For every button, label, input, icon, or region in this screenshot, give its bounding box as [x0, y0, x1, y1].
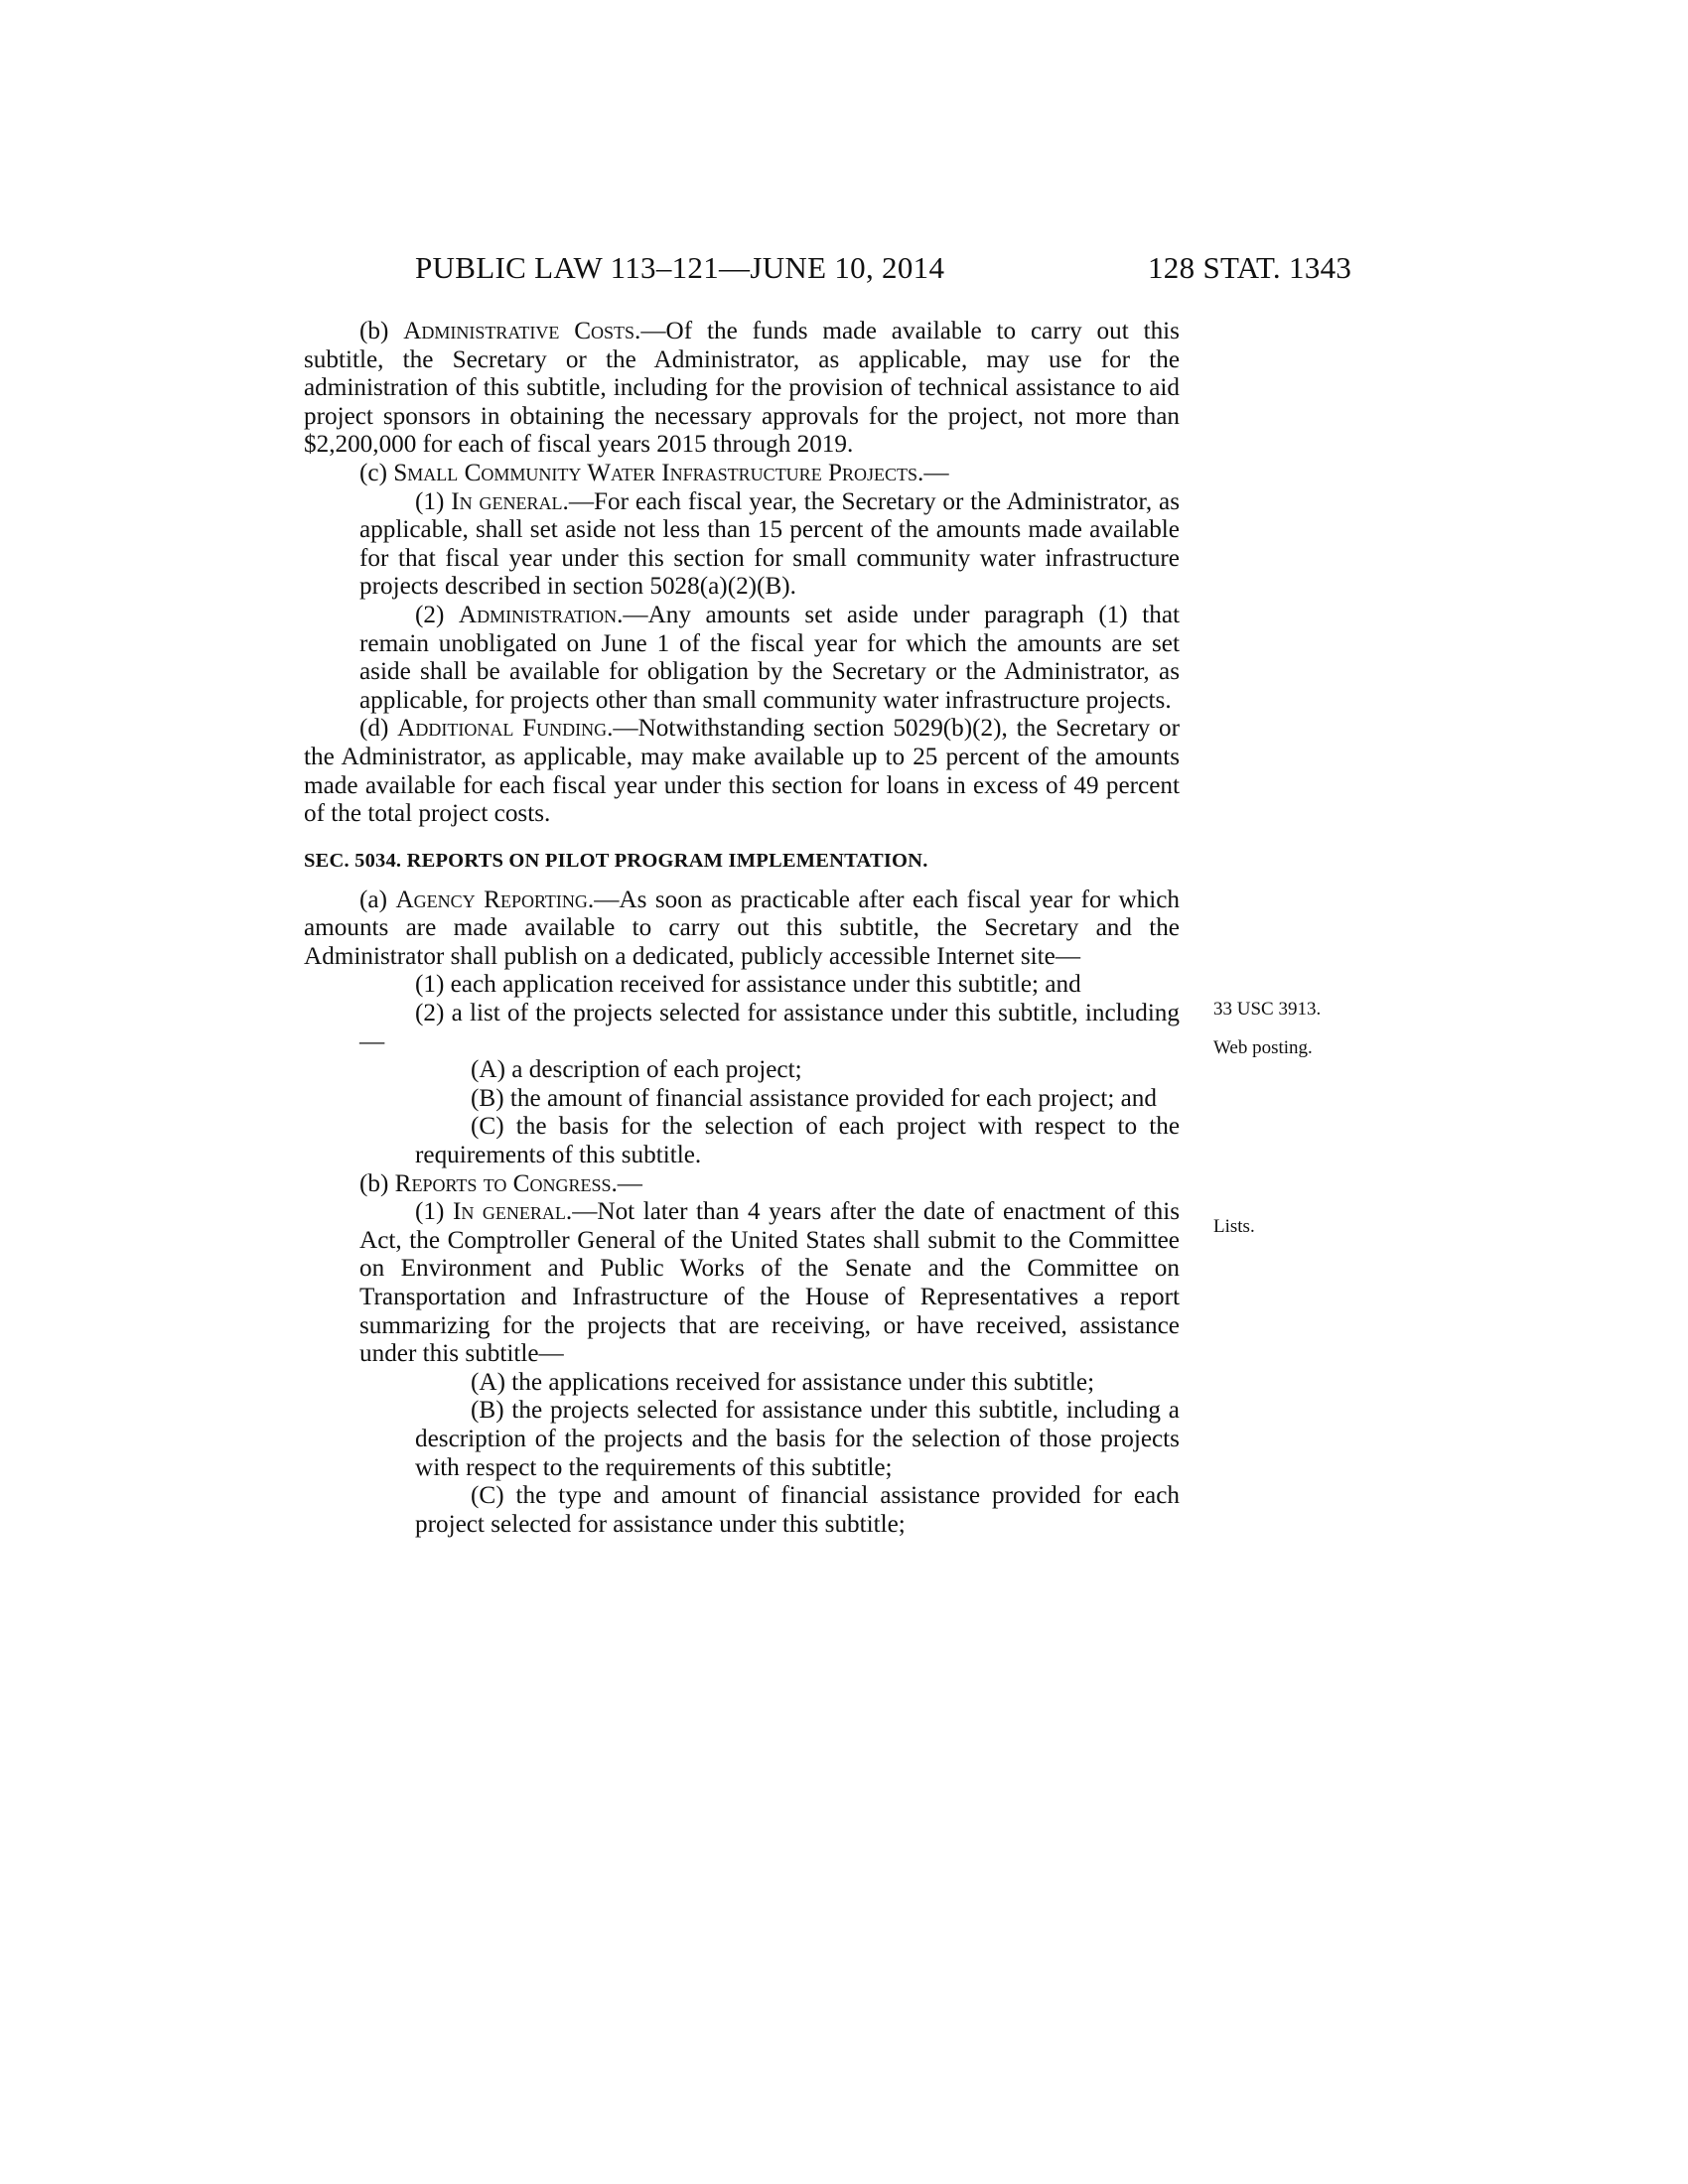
subsection-b-reports-to-congress: [304, 1170, 1180, 1199]
subsection-text: —: [923, 459, 949, 486]
subsection-heading: Reports to Congress.: [394, 1169, 618, 1197]
running-head-title: PUBLIC LAW 113–121—JUNE 10, 2014: [415, 250, 945, 285]
subsection-label: (d): [359, 715, 398, 743]
margin-note-usc-citation: 33 USC 3913.: [1213, 999, 1322, 1020]
paragraph-label: (1): [415, 1198, 453, 1226]
paragraph-c1-in-general: [304, 488, 1180, 602]
document-body: [304, 318, 1180, 1539]
paragraph-label: (1): [415, 487, 452, 515]
page-header: [0, 250, 1688, 290]
subsection-text: —As soon as practicable after each fiscal year for which amounts are made available to carry out this subtitle, the Secretary and the Administrator shall publish on a dedicated, publicly accessible Internet site—: [304, 886, 1180, 970]
subparagraph-a2C: (C) the basis for the selection of each project with respect to the requirements of this subtitle.: [415, 1113, 1180, 1169]
subsection-text: —Of the funds made available to carry out this subtitle, the Secretary or the Administrator, as applicable, may use for the administration of this subtitle, including for the provision of technical assistance to aid project sponsors in obtaining the necessary approvals for the project, not more than $2,200,000 for each of fiscal years 2015 through 2019.: [304, 318, 1180, 459]
subsection-label: (b): [359, 318, 404, 344]
paragraph-a2: (2) a list of the projects selected for assistance under this subtitle, including—: [359, 1000, 1180, 1055]
subsection-heading: Agency Reporting.: [395, 886, 595, 913]
subparagraph-a2A: (A) a description of each project;: [471, 1056, 802, 1084]
section-5034-heading: SEC. 5034. REPORTS ON PILOT PROGRAM IMPLEMENTATION.: [304, 849, 928, 872]
subsection-text: —: [617, 1169, 642, 1197]
paragraph-heading: In general.: [451, 487, 569, 515]
paragraph-text: —Any amounts set aside under paragraph (1) that remain unobligated on June 1 of the fiscal year for which the amounts are set aside shall be available for obligation by the Secretary or the Administrator, as applicable, for projects other than small community water infrastructure projects.: [359, 601, 1181, 714]
subparagraph-b1B: (B) the projects selected for assistance under this subtitle, including a description of the projects and the basis for the selection of those projects with respect to the requirements of this subtitle;: [415, 1397, 1180, 1481]
paragraph-heading: In general.: [452, 1198, 573, 1226]
paragraph-label: (2): [415, 601, 459, 628]
subsection-a-agency-reporting: [304, 887, 1180, 972]
statute-page-number: 128 STAT. 1343: [1148, 250, 1352, 285]
paragraph-a1: (1) each application received for assistance under this subtitle; and: [415, 971, 1081, 999]
subsection-d-additional-funding: [304, 715, 1180, 828]
subsection-heading: Additional Funding.: [397, 715, 614, 743]
margin-note-web-posting: Web posting.: [1213, 1037, 1313, 1058]
margin-note-lists: Lists.: [1213, 1216, 1255, 1237]
paragraph-heading: Administration.: [458, 601, 624, 628]
subsection-label: (c): [359, 459, 394, 486]
subsection-label: (a): [359, 886, 396, 913]
subsection-heading: Small Community Water Infrastructure Projects.: [393, 459, 924, 486]
paragraph-text: —Not later than 4 years after the date of enactment of this Act, the Comptroller General of the United States shall submit to the Committee on Environment and Public Works of the Senate and the Committee on Transportation and Infrastructure of the House of Representatives a report summarizing for the projects that are receiving, or have received, assistance under this subtitle—: [359, 1198, 1181, 1368]
subsection-text: —Notwithstanding section 5029(b)(2), the Secretary or the Administrator, as applicable, may make available up to 25 percent of the amounts made available for each fiscal year under this section for loans in excess of 49 percent of the total project costs.: [304, 715, 1181, 828]
subsection-heading: Administrative Costs.: [403, 318, 641, 344]
subsection-label: (b): [359, 1169, 395, 1197]
paragraph-b1-in-general: [304, 1198, 1180, 1369]
subsection-b-administrative-costs: [304, 318, 1180, 460]
subparagraph-a2B: (B) the amount of financial assistance provided for each project; and: [471, 1084, 1157, 1112]
paragraph-text: —For each fiscal year, the Secretary or the Administrator, as applicable, shall set aside not less than 15 percent of the amounts made available for that fiscal year under this section for small community water infrastructure projects described in section 5028(a)(2)(B).: [359, 487, 1181, 601]
paragraph-c2-administration: [304, 602, 1180, 715]
subparagraph-b1C: (C) the type and amount of financial assistance provided for each project selected for assistance under this subtitle;: [415, 1482, 1180, 1538]
subsection-c-small-community: [304, 460, 1180, 488]
subparagraph-b1A: (A) the applications received for assistance under this subtitle;: [471, 1368, 1095, 1396]
